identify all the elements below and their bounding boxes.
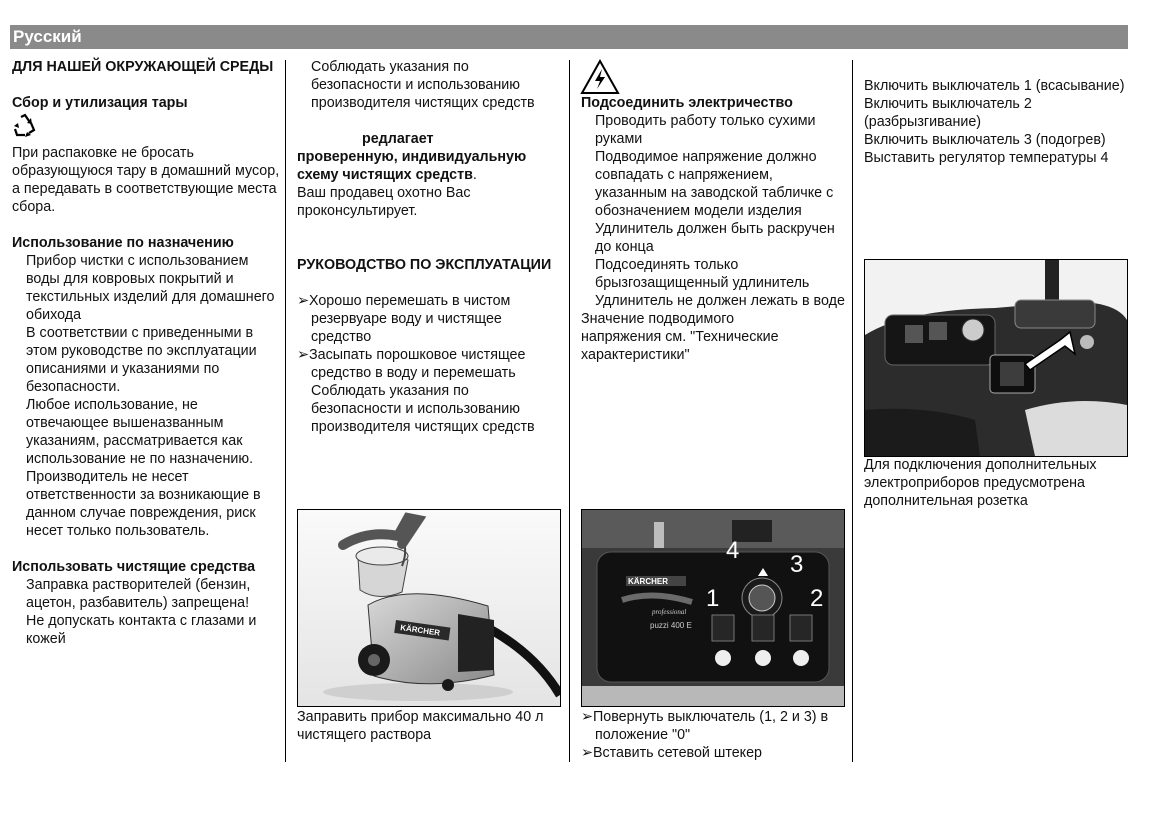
step-plug: ➢Вставить сетевой штекер	[581, 745, 762, 761]
agents-text-1: Заправка растворителей (бензин, ацетон, разбавитель) запрещена!	[26, 577, 251, 611]
step-1: ➢Хорошо перемешать в чистом резервуаре воду и чистящее средство	[297, 293, 511, 345]
arrowhead-bullet: ➢	[297, 347, 309, 363]
arrowhead-bullet: ➢	[581, 745, 593, 761]
environment-heading: ДЛЯ НАШЕЙ ОКРУЖАЮЩЕЙ СРЕДЫ	[12, 59, 274, 75]
connect-item: Подводимое напряжение должно совпадать с напряжением, указанным на заводской табличке с обозначением модели изделия	[595, 149, 834, 219]
recommend-period: .	[472, 167, 477, 183]
power-step: Выставить регулятор температуры 4	[864, 150, 1109, 166]
socket-caption: Для подключения дополнительных электроприборов предусмотрена дополнительная розетка	[864, 457, 1097, 509]
power-step: Включить выключатель 1 (всасывание)	[864, 78, 1125, 94]
panel-brand-label: KÄRCHER	[628, 577, 668, 586]
socket-photo	[864, 259, 1128, 457]
panel-number-2: 2	[810, 585, 824, 612]
control-panel-photo	[581, 509, 845, 707]
connect-item: Удлинитель не должен лежать в воде	[595, 293, 845, 309]
connect-item: Проводить работу только сухими руками	[595, 113, 816, 147]
power-step: Включить выключатель 3 (подогрев)	[864, 132, 1106, 148]
recommend-line-1: редлагает	[362, 131, 434, 147]
voltage-note: Значение подводимого напряжения см. "Технические характеристики"	[581, 311, 779, 363]
recycle-icon	[12, 113, 280, 139]
panel-model-label: puzzi 400 E	[650, 621, 692, 630]
recommend-line-2: проверенную, индивидуальную схему чистящих средств	[297, 149, 527, 183]
manual-heading: РУКОВОДСТВО ПО ЭКСПЛУАТАЦИИ	[297, 257, 552, 273]
fill-photo	[297, 509, 561, 707]
column-divider	[285, 60, 286, 762]
column-2	[297, 58, 559, 436]
language-bar	[10, 25, 1128, 49]
electric-warning-icon	[580, 59, 620, 95]
fill-caption: Заправить прибор максимально 40 л чистящего раствора	[297, 709, 544, 743]
panel-number-4: 4	[726, 537, 740, 564]
column-divider	[852, 60, 853, 762]
power-step: Включить выключатель 2 (разбрызгивание)	[864, 96, 1032, 130]
panel-number-1: 1	[706, 585, 720, 612]
step-2-note: Соблюдать указания по безопасности и использованию производителя чистящих средств	[311, 383, 535, 435]
use-text-2: В соответствии с приведенными в этом руководстве по эксплуатации описаниями и указаниями по безопасности.	[26, 325, 257, 395]
use-heading: Использование по назначению	[12, 235, 234, 251]
step-switch: ➢Повернуть выключатель (1, 2 и 3) в положение "0"	[581, 709, 829, 743]
agents-text-2: Не допускать контакта с глазами и кожей	[26, 613, 257, 647]
language-label: Русский	[13, 27, 82, 46]
panel-subbrand-label: professional	[652, 608, 687, 616]
connect-item: Удлинитель должен быть раскручен до конца	[595, 221, 835, 255]
packaging-heading: Сбор и утилизация тары	[12, 95, 188, 111]
connect-item: Подсоединять только брызгозащищенный удлинитель	[595, 257, 810, 291]
column-4	[864, 77, 1126, 167]
panel-number-3: 3	[790, 551, 804, 578]
step-2: ➢Засыпать порошковое чистящее средство в воду и перемешать	[297, 347, 526, 381]
use-text-3: Любое использование, не отвечающее вышеназванным указаниям, рассматривается как использование не по назначению. Производитель не несет ответственности за возникающие в данном случае повреждения, риск несет только пользователь.	[26, 397, 261, 539]
column-3	[581, 94, 847, 364]
use-text-1: Прибор чистки с использованием воды для ковровых покрытий и текстильных изделий для домашнего обихода	[26, 253, 275, 323]
arrowhead-bullet: ➢	[297, 293, 309, 309]
column-1	[12, 58, 280, 648]
connect-heading: Подсоединить электричество	[581, 95, 793, 111]
agents-heading: Использовать чистящие средства	[12, 559, 256, 575]
arrowhead-bullet: ➢	[581, 709, 593, 725]
safety-text: Соблюдать указания по безопасности и использованию производителя чистящих средств	[311, 59, 535, 111]
switch-steps	[581, 708, 847, 762]
packaging-text: При распаковке не бросать образующуюся тару в домашний мусор, а передавать в соответствующие места сбора.	[12, 145, 280, 215]
column-divider	[569, 60, 570, 762]
dealer-text: Ваш продавец охотно Вас проконсультирует.	[297, 185, 471, 219]
photo-brand-label: KÄRCHER	[399, 623, 441, 638]
